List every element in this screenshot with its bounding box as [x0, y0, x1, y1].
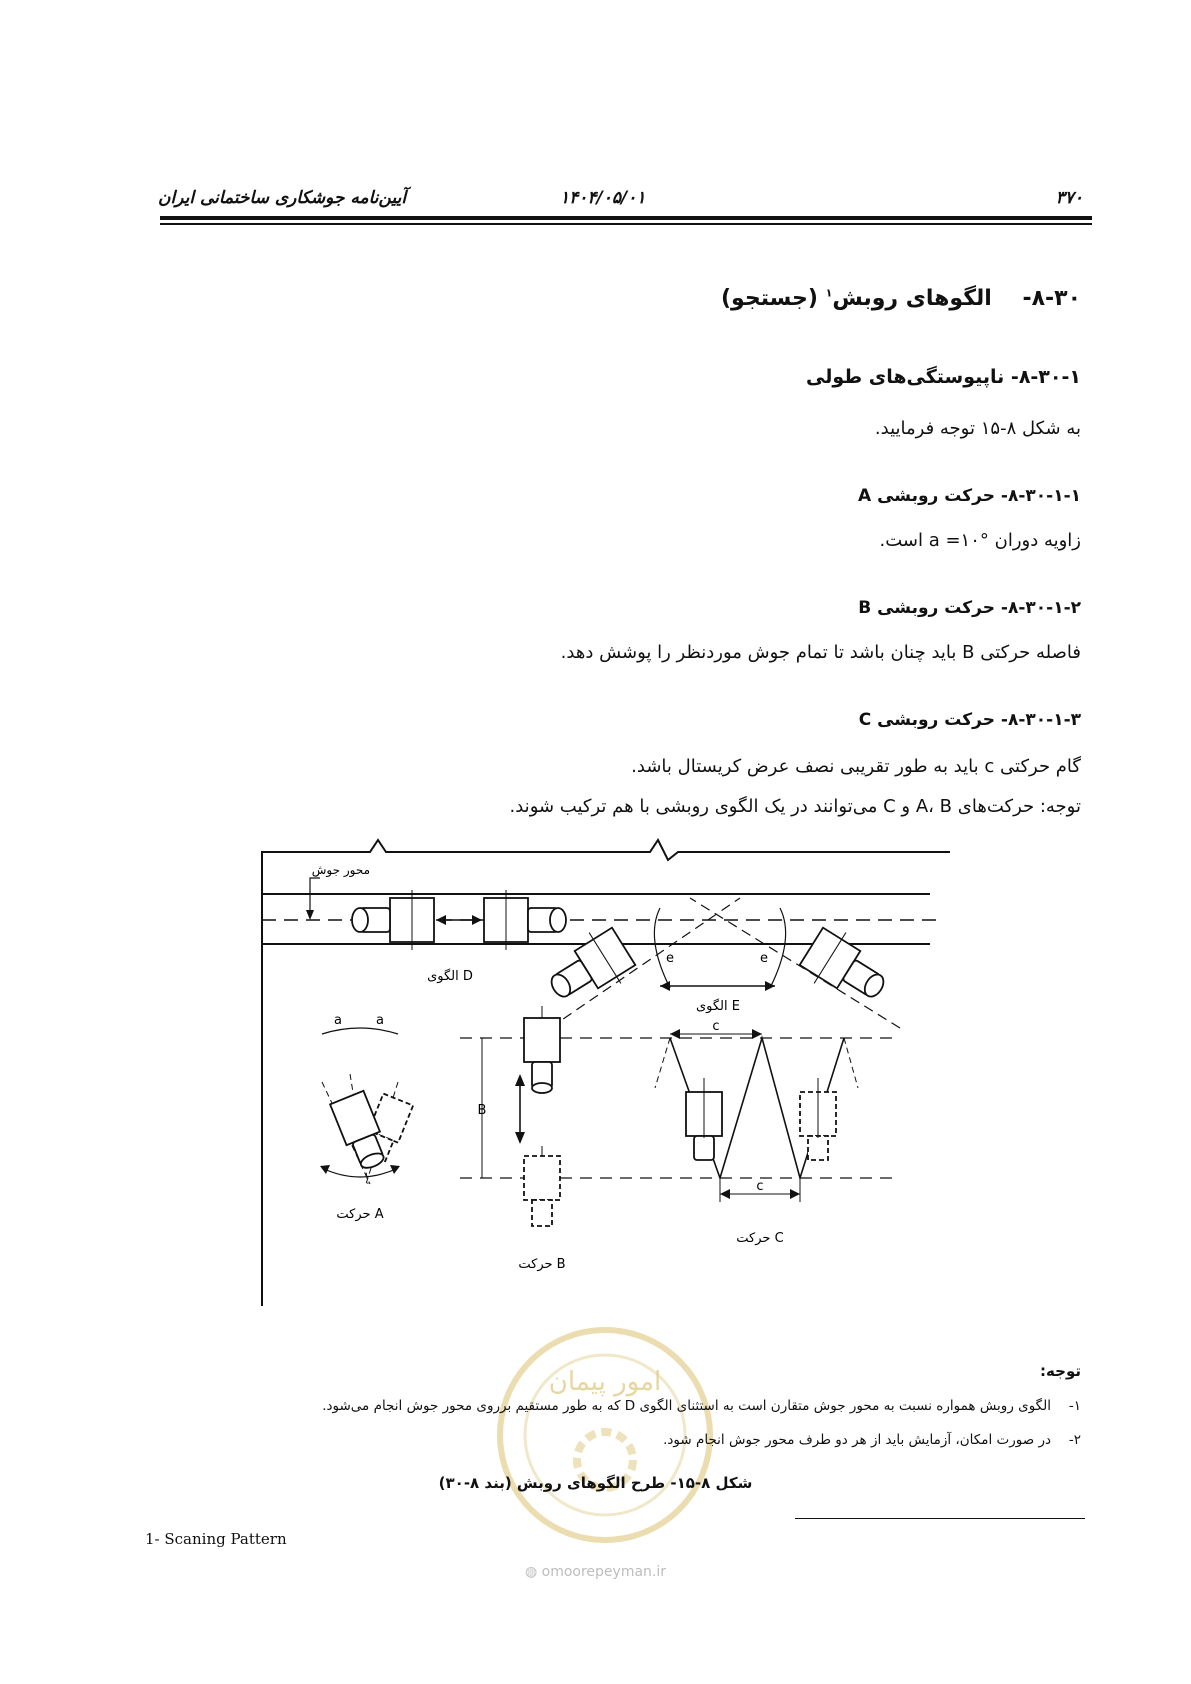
item-text-c: گام حرکتی c باید به طور تقریبی نصف عرض کریستال باشد.	[631, 756, 1081, 777]
subsection-heading: ۸-۳۰-۱- ناپیوستگی‌های طولی	[806, 366, 1081, 388]
step-c-top: c	[712, 1019, 720, 1034]
note-text: الگوی روبش همواره نسبت به محور جوش متقارن است به استثنای الگوی D که به طور مستقیم برروی محور جوش انجام می‌شود.	[322, 1398, 1051, 1414]
site-watermark	[0, 1564, 1191, 1580]
globe-icon: ◍	[524, 1564, 538, 1580]
item-heading-a: ۸-۳۰-۱-۱- حرکت روبشی A	[858, 486, 1081, 506]
note-item	[663, 1432, 1081, 1448]
item-heading-c: ۸-۳۰-۱-۳- حرکت روبشی C	[858, 710, 1081, 730]
distance-b-label: B	[477, 1103, 487, 1118]
angle-a-right: a	[376, 1013, 384, 1028]
scanning-pattern-figure	[250, 838, 950, 1362]
header-rule-thin	[160, 223, 1092, 225]
section-title: الگوهای روبش	[832, 286, 992, 311]
section-heading	[721, 286, 1081, 311]
page-date: ۱۴۰۴/۰۵/۰۱	[560, 188, 646, 208]
stamp-text: امور پیمان	[548, 1367, 662, 1397]
header-rule	[160, 216, 1092, 220]
item-text-b: فاصله حرکتی B باید چنان باشد تا تمام جوش موردنظر را پوشش دهد.	[560, 642, 1081, 663]
angle-e-right: e	[760, 951, 768, 966]
section-title-tail: (جستجو)	[720, 286, 818, 311]
section-number: ۸-۳۰-	[1022, 286, 1081, 311]
note-line: توجه: حرکت‌های A، B و C می‌توانند در یک الگوی روبشی با هم ترکیب شوند.	[509, 796, 1081, 817]
angle-e-left: e	[666, 951, 674, 966]
site-url: omoorepeyman.ir	[541, 1564, 667, 1580]
move-a-label: حرکت A	[336, 1207, 384, 1222]
book-title: آیین‌نامه جوشکاری ساختمانی ایران	[158, 188, 407, 208]
figure-caption: شکل ۸-۱۵- طرح الگوهای روبش (بند ۸-۳۰)	[438, 1474, 753, 1492]
footnote: 1- Scaning Pattern	[145, 1530, 287, 1548]
move-b-label: حرکت B	[518, 1257, 566, 1272]
note-item	[322, 1398, 1081, 1414]
subsection-intro: به شکل ۸-۱۵ توجه فرمایید.	[874, 418, 1081, 439]
note-text: در صورت امکان، آزمایش باید از هر دو طرف محور جوش انجام شود.	[663, 1432, 1051, 1448]
item-heading-b: ۸-۳۰-۱-۲- حرکت روبشی B	[858, 598, 1081, 618]
angle-a-left: a	[334, 1013, 342, 1028]
move-c-label: حرکت C	[736, 1231, 784, 1246]
note-number: ۲-	[1068, 1432, 1081, 1448]
footnote-rule	[795, 1518, 1085, 1519]
footnote-ref: ۱	[825, 286, 833, 300]
pattern-d-label: الگوی D	[427, 969, 473, 984]
pattern-e-label: الگوی E	[695, 999, 741, 1014]
page-number: ۳۷۰	[1055, 188, 1083, 208]
weld-axis-label: محور جوش	[311, 863, 370, 877]
notes-title: توجه:	[1040, 1362, 1081, 1380]
item-text-a: زاویه دوران a =۱۰° است.	[879, 530, 1081, 551]
note-number: ۱-	[1068, 1398, 1081, 1414]
step-c-bottom: c	[756, 1179, 764, 1194]
